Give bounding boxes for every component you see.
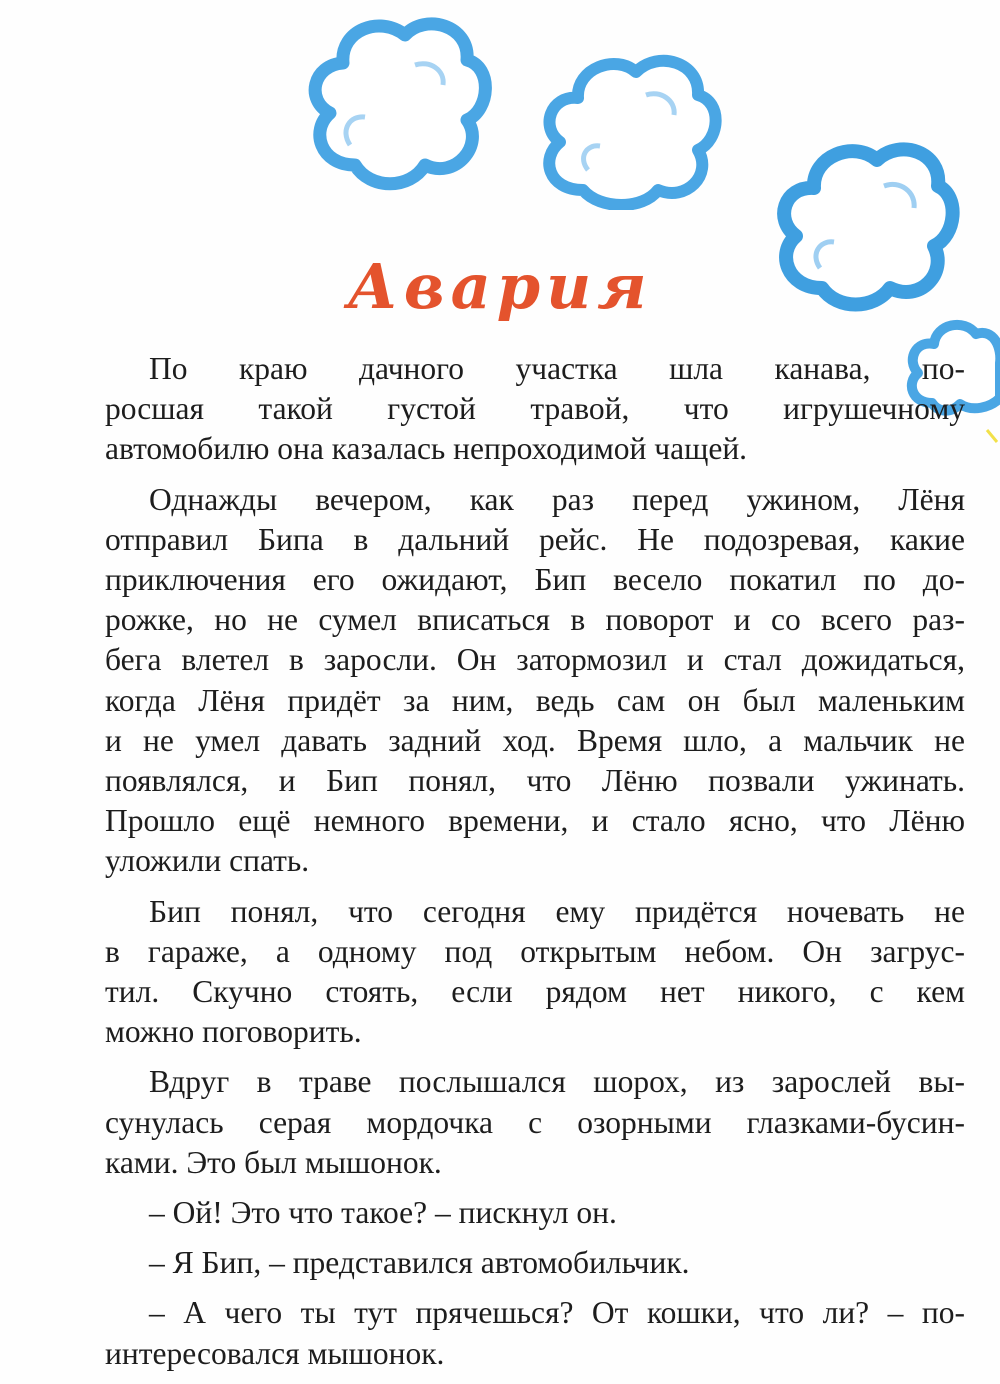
cloud-illustration-2 bbox=[528, 40, 728, 210]
text-line: и не умел давать задний ход. Время шло, а мальчик не bbox=[105, 722, 965, 758]
text-line: – Ой! Это что такое? – пискнул он. bbox=[149, 1195, 617, 1231]
text-line: ками. Это был мышонок. bbox=[105, 1144, 442, 1180]
text-line: в гараже, а одному под открытым небом. Он загрус- bbox=[105, 933, 965, 969]
text-line: По краю дачного участка шла канава, по- bbox=[149, 351, 965, 386]
story-paragraph bbox=[105, 1293, 965, 1373]
text-line: отправил Бипа в дальний рейс. Не подозревая, какие bbox=[105, 521, 965, 557]
story-paragraph bbox=[105, 1062, 965, 1183]
sparkle-icon bbox=[985, 428, 999, 446]
text-line: можно поговорить. bbox=[105, 1014, 362, 1050]
story-paragraph bbox=[105, 349, 965, 470]
text-line: Однажды вечером, как раз перед ужином, Лёня bbox=[149, 481, 965, 517]
chapter-title: Авария bbox=[347, 250, 653, 323]
story-paragraph bbox=[105, 1243, 965, 1283]
text-line: Вдруг в траве послышался шорох, из зарослей вы- bbox=[149, 1064, 965, 1100]
story-paragraph bbox=[105, 1193, 965, 1233]
text-line: приключения его ожидают, Бип весело покатил по до- bbox=[105, 562, 965, 598]
text-line: сунулась серая мордочка с озорными глазками-бусин- bbox=[105, 1104, 965, 1140]
text-line: росшая такой густой травой, что игрушечному bbox=[105, 391, 965, 427]
text-line: когда Лёня придёт за ним, ведь сам он был маленьким bbox=[105, 682, 965, 718]
text-line: автомобилю она казалась непроходимой чащей. bbox=[105, 431, 748, 467]
text-line: – Я Бип, – представился автомобильчик. bbox=[149, 1245, 690, 1281]
text-line: интересовался мышонок. bbox=[105, 1335, 445, 1371]
story-text bbox=[105, 349, 965, 1384]
text-line: Бип понял, что сегодня ему придётся ночевать не bbox=[149, 893, 965, 929]
cloud-illustration-1 bbox=[295, 5, 495, 200]
text-line: Прошло ещё немного времени, и стало ясно, что Лёню bbox=[105, 803, 965, 839]
text-line: появлялся, и Бип понял, что Лёню позвали ужинать. bbox=[105, 763, 965, 799]
text-line: – А чего ты тут прячешься? От кошки, что ли? – по- bbox=[149, 1295, 965, 1331]
text-line: тил. Скучно стоять, если рядом нет никого, с кем bbox=[105, 974, 965, 1010]
text-line: рожке, но не сумел вписаться в поворот и со всего раз- bbox=[105, 602, 965, 638]
text-line: уложили спать. bbox=[105, 843, 310, 879]
story-paragraph bbox=[105, 892, 965, 1053]
story-paragraph bbox=[105, 480, 965, 882]
text-line: бега влетел в заросли. Он затормозил и стал дожидаться, bbox=[105, 642, 965, 678]
